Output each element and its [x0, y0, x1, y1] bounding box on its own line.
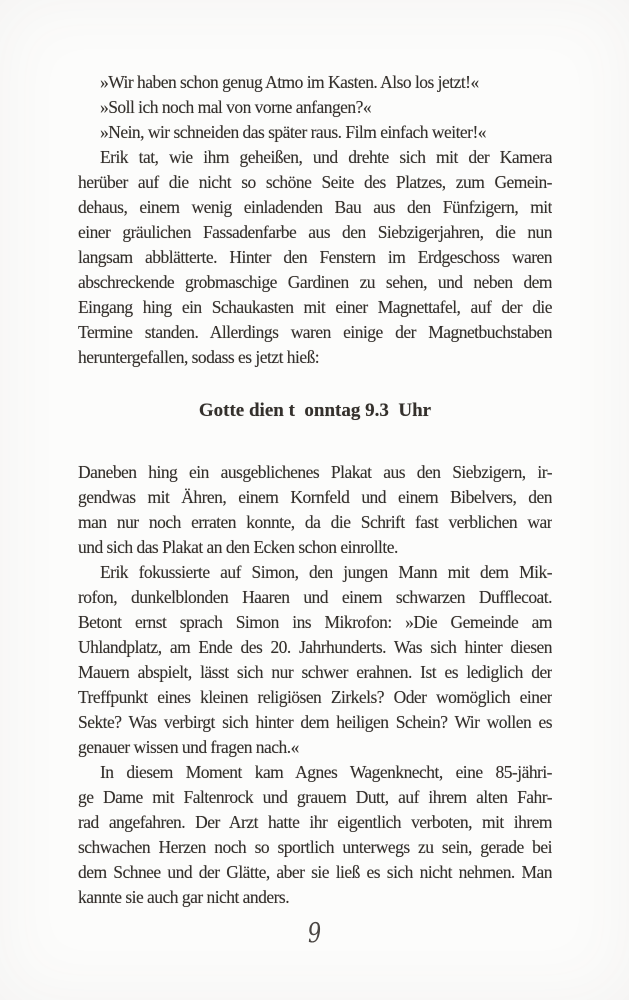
magnet-board-heading: Gotte dien t onntag 9.3 Uhr	[198, 400, 432, 421]
paragraph	[78, 120, 552, 145]
text-line: Mauern abspielt, lässt sich nur schwer erahnen. Ist es lediglich der	[78, 662, 552, 682]
text-line: rofon, dunkelblonden Haaren und einem schwarzen Dufflecoat.	[78, 587, 552, 607]
text-line: einer gräulichen Fassadenfarbe aus den Siebzigerjahren, die nun	[78, 222, 552, 242]
paragraph	[78, 70, 552, 95]
text-column	[78, 70, 552, 910]
text-line: genauer wissen und fragen nach.«	[78, 737, 299, 757]
text-line: Sekte? Was verbirgt sich hinter dem heiligen Schein? Wir wollen es	[78, 712, 552, 732]
text-line: schwachen Herzen noch so sportlich unterwegs zu sein, gerade bei	[78, 837, 552, 857]
text-line: und sich das Plakat an den Ecken schon einrollte.	[78, 537, 398, 557]
page-number-numeral: 9	[306, 917, 323, 950]
text-line: Eingang hing ein Schaukasten mit einer Magnettafel, auf der die	[78, 297, 552, 317]
text-line: dem Schnee und der Glätte, aber sie ließ es sich nicht nehmen. Man	[78, 862, 552, 882]
text-line: Termine standen. Allerdings waren einige der Magnetbuchstaben	[78, 322, 552, 342]
text-line: man nur noch erraten konnte, da die Schrift fast verblichen war	[78, 512, 552, 532]
text-line: ge Dame mit Faltenrock und grauem Dutt, auf ihrem alten Fahr-	[78, 787, 552, 807]
text-line: Erik fokussierte auf Simon, den jungen Mann mit dem Mik-	[100, 562, 552, 582]
text-line: herüber auf die nicht so schöne Seite des Platzes, zum Gemein-	[78, 172, 552, 192]
paragraph	[78, 95, 552, 120]
text-line: »Wir haben schon genug Atmo im Kasten. Also los jetzt!«	[100, 72, 479, 92]
text-line: Daneben hing ein ausgeblichenes Plakat aus den Siebzigern, ir-	[78, 462, 552, 482]
text-line: In diesem Moment kam Agnes Wagenknecht, eine 85-jähri-	[100, 762, 552, 782]
text-line: gendwas mit Ähren, einem Kornfeld und einem Bibelvers, den	[78, 487, 552, 507]
page-number	[0, 918, 629, 949]
text-line: abschreckende grobmaschige Gardinen zu sehen, und neben dem	[78, 272, 552, 292]
paragraph	[78, 560, 552, 760]
text-line: rad angefahren. Der Arzt hatte ihr eigentlich verboten, mit ihrem	[78, 812, 552, 832]
text-line: langsam abblätterte. Hinter den Fenstern im Erdgeschoss waren	[78, 247, 552, 267]
text-line: »Soll ich noch mal von vorne anfangen?«	[100, 97, 372, 117]
text-line: kannte sie auch gar nicht anders.	[78, 887, 290, 907]
text-line: Uhlandplatz, am Ende des 20. Jahrhunderts. Was sich hinter diesen	[78, 637, 552, 657]
text-line: heruntergefallen, sodass es jetzt hieß:	[78, 347, 320, 367]
text-line: »Nein, wir schneiden das später raus. Film einfach weiter!«	[100, 122, 486, 142]
text-line: Betont ernst sprach Simon ins Mikrofon: »Die Gemeinde am	[78, 612, 552, 632]
paragraph	[78, 460, 552, 560]
paragraph	[78, 145, 552, 370]
text-line: Treffpunkt eines kleinen religiösen Zirkels? Oder womöglich einer	[78, 687, 552, 707]
text-line: Erik tat, wie ihm geheißen, und drehte sich mit der Kamera	[100, 147, 552, 167]
text-line: dehaus, einem wenig einladenden Bau aus den Fünfzigern, mit	[78, 197, 552, 217]
paragraph	[78, 760, 552, 910]
